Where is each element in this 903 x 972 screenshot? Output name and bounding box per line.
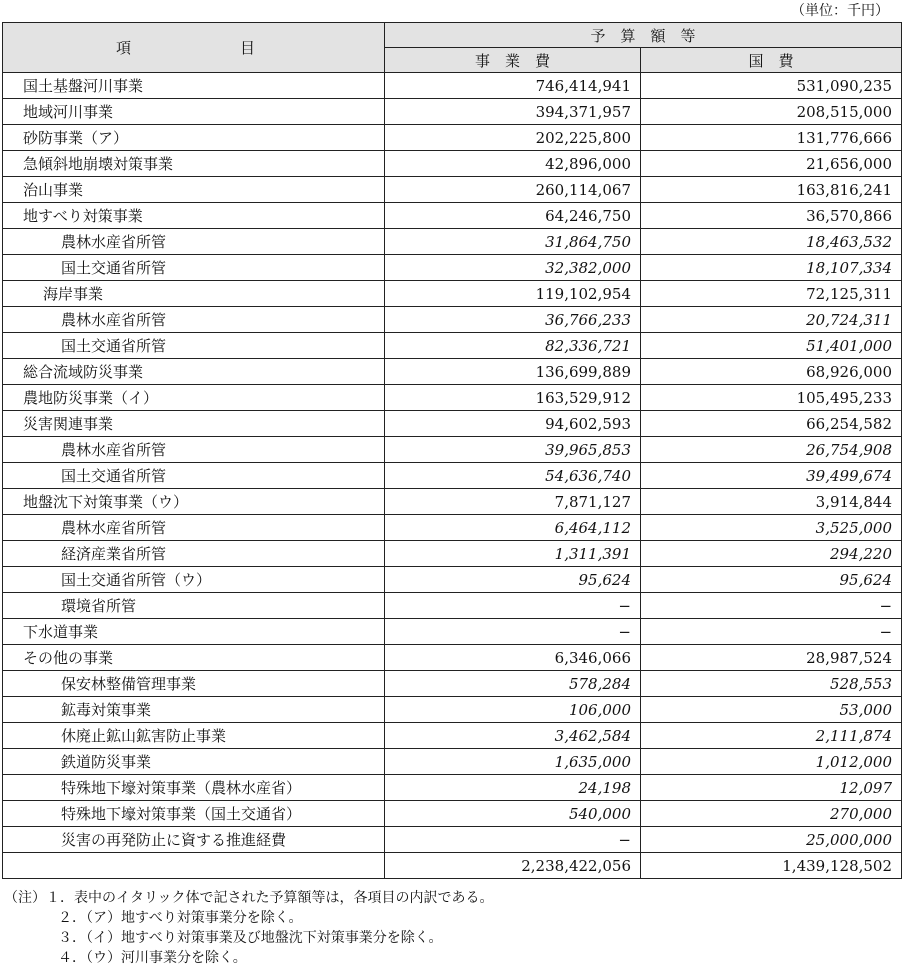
row-item-name: 休廃止鉱山鉱害防止事業 bbox=[3, 723, 385, 749]
table-row bbox=[3, 203, 902, 229]
row-project-cost: 31,864,750 bbox=[385, 229, 641, 255]
row-national-cost: 39,499,674 bbox=[641, 463, 902, 489]
header-national-cost: 国 費 bbox=[641, 48, 902, 73]
row-item-name: 砂防事業（ア） bbox=[3, 125, 385, 151]
table-row bbox=[3, 567, 902, 593]
table-row bbox=[3, 281, 902, 307]
row-national-cost: 21,656,000 bbox=[641, 151, 902, 177]
table-row bbox=[3, 723, 902, 749]
row-project-cost: 3,462,584 bbox=[385, 723, 641, 749]
row-national-cost: 163,816,241 bbox=[641, 177, 902, 203]
row-national-cost: 131,776,666 bbox=[641, 125, 902, 151]
row-item-name: 海岸事業 bbox=[3, 281, 385, 307]
row-project-cost: 578,284 bbox=[385, 671, 641, 697]
row-project-cost: 95,624 bbox=[385, 567, 641, 593]
row-national-cost: 66,254,582 bbox=[641, 411, 902, 437]
row-project-cost: 6,346,066 bbox=[385, 645, 641, 671]
table-row bbox=[3, 73, 902, 99]
row-item-name: 地盤沈下対策事業（ウ） bbox=[3, 489, 385, 515]
row-project-cost: 136,699,889 bbox=[385, 359, 641, 385]
row-national-cost: − bbox=[641, 593, 902, 619]
table-row bbox=[3, 645, 902, 671]
row-project-cost: 36,766,233 bbox=[385, 307, 641, 333]
table-row bbox=[3, 775, 902, 801]
row-item-name: 環境省所管 bbox=[3, 593, 385, 619]
row-national-cost: 20,724,311 bbox=[641, 307, 902, 333]
row-item-name: 下水道事業 bbox=[3, 619, 385, 645]
row-item-name: 国土交通省所管 bbox=[3, 463, 385, 489]
table-row bbox=[3, 359, 902, 385]
row-item-name: 保安林整備管理事業 bbox=[3, 671, 385, 697]
row-project-cost: 82,336,721 bbox=[385, 333, 641, 359]
total-row bbox=[3, 853, 902, 879]
row-project-cost: 540,000 bbox=[385, 801, 641, 827]
row-national-cost: 208,515,000 bbox=[641, 99, 902, 125]
row-item-name: 農林水産省所管 bbox=[3, 307, 385, 333]
row-item-name: 鉱毒対策事業 bbox=[3, 697, 385, 723]
header-project-cost: 事 業 費 bbox=[385, 48, 641, 73]
row-project-cost: 119,102,954 bbox=[385, 281, 641, 307]
budget-table bbox=[2, 22, 902, 879]
row-project-cost: − bbox=[385, 827, 641, 853]
table-row bbox=[3, 541, 902, 567]
row-project-cost: 202,225,800 bbox=[385, 125, 641, 151]
row-national-cost: 1,012,000 bbox=[641, 749, 902, 775]
row-project-cost: 1,311,391 bbox=[385, 541, 641, 567]
row-item-name: 国土基盤河川事業 bbox=[3, 73, 385, 99]
row-item-name: 農林水産省所管 bbox=[3, 437, 385, 463]
table-row bbox=[3, 385, 902, 411]
row-project-cost: 24,198 bbox=[385, 775, 641, 801]
row-national-cost: 28,987,524 bbox=[641, 645, 902, 671]
table-row bbox=[3, 463, 902, 489]
row-national-cost: 25,000,000 bbox=[641, 827, 902, 853]
table-row bbox=[3, 125, 902, 151]
table-row bbox=[3, 307, 902, 333]
row-item-name: 特殊地下壕対策事業（農林水産省） bbox=[3, 775, 385, 801]
row-item-name: 鉄道防災事業 bbox=[3, 749, 385, 775]
row-national-cost: 270,000 bbox=[641, 801, 902, 827]
table-body bbox=[3, 73, 902, 879]
row-project-cost: 94,602,593 bbox=[385, 411, 641, 437]
row-item-name: 国土交通省所管 bbox=[3, 255, 385, 281]
row-national-cost: 18,107,334 bbox=[641, 255, 902, 281]
row-national-cost: 68,926,000 bbox=[641, 359, 902, 385]
note-line: （注）１．表中のイタリック体で記された予算額等は，各項目の内訳である。 bbox=[4, 890, 494, 906]
row-item-name: 災害の再発防止に資する推進経費 bbox=[3, 827, 385, 853]
table-row bbox=[3, 151, 902, 177]
row-national-cost: − bbox=[641, 619, 902, 645]
table-row bbox=[3, 619, 902, 645]
row-national-cost: 105,495,233 bbox=[641, 385, 902, 411]
row-item-name: その他の事業 bbox=[3, 645, 385, 671]
row-national-cost: 53,000 bbox=[641, 697, 902, 723]
row-item-name: 農林水産省所管 bbox=[3, 229, 385, 255]
table-row bbox=[3, 255, 902, 281]
row-item-name: 総合流域防災事業 bbox=[3, 359, 385, 385]
row-national-cost: 2,111,874 bbox=[641, 723, 902, 749]
table-row bbox=[3, 229, 902, 255]
row-item-name: 特殊地下壕対策事業（国土交通省） bbox=[3, 801, 385, 827]
row-national-cost: 12,097 bbox=[641, 775, 902, 801]
row-project-cost: 394,371,957 bbox=[385, 99, 641, 125]
table-row bbox=[3, 593, 902, 619]
row-item-name: 国土交通省所管（ウ） bbox=[3, 567, 385, 593]
row-national-cost: 528,553 bbox=[641, 671, 902, 697]
row-project-cost: 106,000 bbox=[385, 697, 641, 723]
row-national-cost: 3,525,000 bbox=[641, 515, 902, 541]
row-national-cost: 294,220 bbox=[641, 541, 902, 567]
header-item: 項 目 bbox=[3, 23, 385, 73]
table-row bbox=[3, 515, 902, 541]
row-project-cost: 6,464,112 bbox=[385, 515, 641, 541]
row-project-cost: 42,896,000 bbox=[385, 151, 641, 177]
row-project-cost: − bbox=[385, 619, 641, 645]
row-item-name: 地すべり対策事業 bbox=[3, 203, 385, 229]
row-item-name: 急傾斜地崩壊対策事業 bbox=[3, 151, 385, 177]
total-project-cost: 2,238,422,056 bbox=[385, 853, 641, 879]
note-line: ３．（イ）地すべり対策事業及び地盤沈下対策事業分を除く。 bbox=[58, 930, 443, 946]
row-item-name: 治山事業 bbox=[3, 177, 385, 203]
table-row bbox=[3, 411, 902, 437]
table-row bbox=[3, 177, 902, 203]
notes bbox=[4, 888, 493, 968]
total-label bbox=[3, 853, 385, 879]
row-project-cost: 32,382,000 bbox=[385, 255, 641, 281]
row-item-name: 農林水産省所管 bbox=[3, 515, 385, 541]
note-line: ４．（ウ）河川事業分を除く。 bbox=[58, 950, 247, 966]
row-project-cost: 64,246,750 bbox=[385, 203, 641, 229]
row-item-name: 国土交通省所管 bbox=[3, 333, 385, 359]
table-row bbox=[3, 671, 902, 697]
row-item-name: 経済産業省所管 bbox=[3, 541, 385, 567]
row-national-cost: 18,463,532 bbox=[641, 229, 902, 255]
row-item-name: 農地防災事業（イ） bbox=[3, 385, 385, 411]
row-item-name: 災害関連事業 bbox=[3, 411, 385, 437]
row-project-cost: 260,114,067 bbox=[385, 177, 641, 203]
row-national-cost: 36,570,866 bbox=[641, 203, 902, 229]
row-national-cost: 531,090,235 bbox=[641, 73, 902, 99]
table-row bbox=[3, 749, 902, 775]
table-row bbox=[3, 489, 902, 515]
table-row bbox=[3, 697, 902, 723]
row-project-cost: 1,635,000 bbox=[385, 749, 641, 775]
row-national-cost: 72,125,311 bbox=[641, 281, 902, 307]
row-project-cost: − bbox=[385, 593, 641, 619]
table-row bbox=[3, 333, 902, 359]
row-national-cost: 95,624 bbox=[641, 567, 902, 593]
row-project-cost: 39,965,853 bbox=[385, 437, 641, 463]
note-line: ２．（ア）地すべり対策事業分を除く。 bbox=[58, 910, 303, 926]
table-row bbox=[3, 801, 902, 827]
unit-label: （単位：千円） bbox=[791, 3, 889, 19]
row-national-cost: 51,401,000 bbox=[641, 333, 902, 359]
table-row bbox=[3, 99, 902, 125]
row-national-cost: 26,754,908 bbox=[641, 437, 902, 463]
table-row bbox=[3, 437, 902, 463]
table-row bbox=[3, 827, 902, 853]
total-national-cost: 1,439,128,502 bbox=[641, 853, 902, 879]
row-national-cost: 3,914,844 bbox=[641, 489, 902, 515]
row-project-cost: 54,636,740 bbox=[385, 463, 641, 489]
header-budget-group: 予 算 額 等 bbox=[385, 23, 902, 48]
row-project-cost: 746,414,941 bbox=[385, 73, 641, 99]
row-project-cost: 7,871,127 bbox=[385, 489, 641, 515]
row-project-cost: 163,529,912 bbox=[385, 385, 641, 411]
row-item-name: 地域河川事業 bbox=[3, 99, 385, 125]
